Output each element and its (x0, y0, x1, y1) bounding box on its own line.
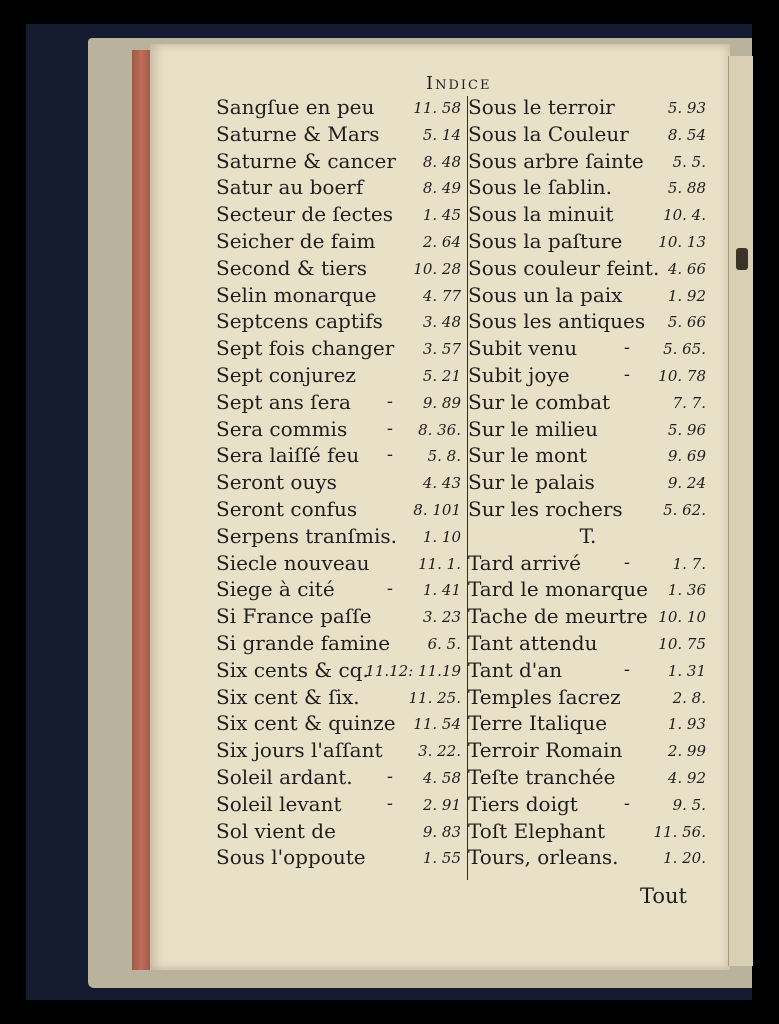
entry-reference: 10. 4. (663, 206, 706, 225)
entry-term: Satur au boerf (216, 175, 364, 200)
entry-term: Secteur de ſectes (216, 202, 393, 227)
entry-reference: 3. 48 (422, 313, 461, 332)
entry-term: Subit venu (468, 336, 578, 361)
entry-term: Septcens captifs (216, 309, 383, 334)
entry-term: Tard le monarque (468, 577, 648, 602)
index-entry (216, 362, 463, 389)
index-entry (216, 335, 463, 362)
index-entry (216, 764, 463, 791)
binding-thread-mark (736, 248, 748, 270)
entry-term: Si grande famine (216, 630, 391, 655)
entry-reference: 5. 66 (667, 313, 706, 332)
index-entry (468, 416, 708, 443)
entry-term: Tard arrivé (468, 550, 582, 575)
entry-reference: 4. 66 (667, 259, 706, 278)
entry-reference: 1. 10 (422, 527, 461, 546)
entry-term: Toſt Elephant (468, 818, 605, 843)
entry-term: Sur le mont (468, 443, 588, 468)
entry-reference: 10. 75 (658, 634, 706, 653)
entry-term: Sous le terroir (468, 95, 615, 119)
entry-term: Subit joye (468, 362, 570, 387)
index-entry (216, 121, 463, 148)
index-entry (216, 442, 463, 469)
entry-reference: 10. 13 (658, 232, 706, 251)
index-entry (216, 603, 463, 630)
letter-heading: T. (579, 523, 597, 548)
index-entry (216, 496, 463, 523)
index-entry (468, 764, 708, 791)
entry-term: Tache de meurtre (468, 604, 648, 629)
entry-term: Sous un la paix (468, 282, 623, 307)
entry-term: Tant d'an (468, 657, 563, 682)
index-entry (468, 818, 708, 845)
entry-term: Sous la Couleur (468, 121, 629, 146)
entry-term: Sous les antiques (468, 309, 646, 334)
entry-term: Tiers doigt (468, 791, 578, 816)
entry-reference: 3. 22. (418, 742, 461, 761)
index-entry (216, 416, 463, 443)
entry-term: Six jours l'aſſant (216, 738, 383, 763)
entry-reference: 2. 64 (422, 232, 461, 251)
index-entry (468, 657, 708, 684)
entry-reference: 5. 96 (667, 420, 706, 439)
entry-reference: 5. 62. (663, 500, 706, 519)
index-entry (468, 228, 708, 255)
entry-reference: 2. 8. (672, 688, 706, 707)
entry-reference: 8. 101 (413, 500, 461, 519)
entry-reference: 5. 14 (422, 125, 461, 144)
entry-term: Sangſue en peu (216, 95, 375, 119)
entry-reference: 11. 56. (653, 822, 706, 841)
index-entry (216, 469, 463, 496)
index-entry (468, 737, 708, 764)
entry-term: Seront ouys (216, 470, 337, 495)
entry-reference: 8. 54 (667, 125, 706, 144)
index-entry (468, 791, 708, 818)
entry-term: Soleil ardant. (216, 764, 353, 789)
entry-reference: 9. 89 (422, 393, 461, 412)
entry-reference: 5. 5. (672, 152, 706, 171)
index-entry (216, 710, 463, 737)
index-entry (468, 576, 708, 603)
index-entry (468, 844, 708, 871)
entry-term: Tant attendu (468, 630, 598, 655)
entry-term: Sept fois changer (216, 336, 395, 361)
entry-dash: - (623, 792, 630, 814)
index-entry (468, 201, 708, 228)
entry-term: Siecle nouveau (216, 550, 370, 575)
index-entry (216, 148, 463, 175)
index-entry (468, 603, 708, 630)
entry-term: Serpens tranſmis. (216, 523, 398, 548)
index-column-left (216, 94, 463, 871)
entry-reference: 8. 36. (418, 420, 461, 439)
entry-dash: - (386, 390, 393, 412)
entry-reference: 5. 21 (422, 366, 461, 385)
entry-dash: - (623, 551, 630, 573)
entry-reference: 5. 93 (667, 99, 706, 117)
entry-term: Sol vient de (216, 818, 336, 843)
catchword: Tout (640, 884, 687, 908)
index-entry (468, 496, 708, 523)
entry-term: Temples ſacrez (468, 684, 621, 709)
index-entry (216, 201, 463, 228)
entry-term: Tours, orleans. (468, 845, 619, 870)
index-entry (216, 818, 463, 845)
entry-term: Sept ans ſera (216, 389, 351, 414)
facing-page-edge (728, 56, 753, 966)
entry-term: Selin monarque (216, 282, 377, 307)
entry-reference: 11. 58 (413, 99, 461, 117)
entry-reference: 10. 28 (413, 259, 461, 278)
entry-term: Sous arbre ſainte (468, 148, 644, 173)
index-entry (468, 684, 708, 711)
index-entry (468, 94, 708, 121)
entry-term: Teſte tranchée (468, 764, 616, 789)
entry-dash: - (386, 417, 393, 439)
index-entry (216, 94, 463, 121)
entry-term: Six cent & quinze (216, 711, 396, 736)
entry-term: Sera commis (216, 416, 348, 441)
entry-term: Six cents & cq. (216, 657, 369, 682)
entry-reference: 11. 1. (418, 554, 461, 573)
entry-dash: - (386, 578, 393, 600)
entry-term: Sous couleur feint. (468, 255, 660, 280)
entry-term: Seicher de faim (216, 228, 376, 253)
entry-dash: - (386, 792, 393, 814)
entry-reference: 2. 91 (422, 795, 461, 814)
index-entry (216, 282, 463, 309)
entry-reference: 8. 48 (422, 152, 461, 171)
entry-reference: 7. 7. (672, 393, 706, 412)
index-entry (468, 174, 708, 201)
entry-term: Soleil levant (216, 791, 342, 816)
entry-reference: 10. 10 (658, 608, 706, 627)
index-entry (468, 442, 708, 469)
entry-reference: 9. 83 (422, 822, 461, 841)
entry-dash: - (623, 363, 630, 385)
entry-reference: 4. 43 (422, 474, 461, 493)
entry-term: Sur le palais (468, 470, 595, 495)
entry-reference: 1. 20. (663, 849, 706, 868)
entry-reference: 9. 69 (667, 447, 706, 466)
entry-reference: 5. 65. (663, 340, 706, 359)
entry-term: Sous la paſture (468, 228, 623, 253)
entry-reference: 1. 93 (667, 715, 706, 734)
entry-reference: 3. 23 (422, 608, 461, 627)
entry-term: Sera laiſſé feu (216, 443, 360, 468)
index-entry (468, 308, 708, 335)
entry-dash: - (386, 444, 393, 466)
running-header: Indice (426, 73, 492, 94)
index-entry (216, 255, 463, 282)
entry-term: Seront confus (216, 496, 358, 521)
entry-reference: 11.12: 11.19 (365, 661, 461, 680)
entry-term: Terre Italique (468, 711, 608, 736)
index-entry (216, 657, 463, 684)
entry-reference: 6. 5. (427, 634, 461, 653)
entry-term: Terroir Romain (468, 738, 623, 763)
entry-term: Saturne & Mars (216, 121, 380, 146)
index-entry (468, 362, 708, 389)
index-entry (468, 121, 708, 148)
entry-reference: 1. 45 (422, 206, 461, 225)
index-entry (468, 389, 708, 416)
entry-term: Sous le ſablin. (468, 175, 612, 200)
entry-reference: 10. 78 (658, 366, 706, 385)
entry-reference: 9. 24 (667, 474, 706, 493)
entry-term: Sept conjurez (216, 362, 356, 387)
entry-term: Saturne & cancer (216, 148, 396, 173)
entry-reference: 4. 58 (422, 768, 461, 787)
entry-term: Second & tiers (216, 255, 368, 280)
index-entry (468, 282, 708, 309)
index-entry (216, 174, 463, 201)
index-entry (468, 335, 708, 362)
entry-term: Sous l'oppoute (216, 845, 366, 870)
index-entry (216, 737, 463, 764)
entry-reference: 4. 92 (667, 768, 706, 787)
entry-reference: 5. 8. (427, 447, 461, 466)
entry-dash: - (386, 765, 393, 787)
index-entry (216, 228, 463, 255)
entry-dash: - (623, 658, 630, 680)
entry-term: Six cent & ſix. (216, 684, 360, 709)
index-entry (468, 255, 708, 282)
index-entry (216, 684, 463, 711)
entry-reference: 1. 36 (667, 581, 706, 600)
entry-term: Sur le combat (468, 389, 611, 414)
index-entry (216, 576, 463, 603)
entry-dash: - (623, 337, 630, 359)
index-entry (216, 308, 463, 335)
entry-term: Sur le milieu (468, 416, 598, 441)
entry-term: Sur les rochers (468, 496, 623, 521)
entry-reference: 1. 7. (672, 554, 706, 573)
entry-reference: 1. 55 (422, 849, 461, 868)
entry-reference: 1. 41 (422, 581, 461, 600)
entry-reference: 9. 5. (672, 795, 706, 814)
entry-reference: 5. 88 (667, 179, 706, 198)
entry-reference: 1. 31 (667, 661, 706, 680)
index-entry (216, 791, 463, 818)
index-entry (468, 550, 708, 577)
index-entry (468, 630, 708, 657)
index-entry (216, 523, 463, 550)
index-entry (216, 630, 463, 657)
entry-term: Si France paſſe (216, 604, 372, 629)
entry-term: Sous la minuit (468, 202, 614, 227)
entry-reference: 4. 77 (422, 286, 461, 305)
index-entry (216, 389, 463, 416)
entry-reference: 1. 92 (667, 286, 706, 305)
entry-reference: 2. 99 (667, 742, 706, 761)
entry-reference: 11. 54 (413, 715, 461, 734)
entry-reference: 11. 25. (408, 688, 461, 707)
index-entry (468, 710, 708, 737)
index-entry (216, 844, 463, 871)
index-column-right (468, 94, 708, 871)
entry-term: Siege à cité (216, 577, 335, 602)
index-entry (468, 469, 708, 496)
entry-reference: 3. 57 (422, 340, 461, 359)
entry-reference: 8. 49 (422, 179, 461, 198)
index-entry (468, 148, 708, 175)
index-entry (216, 550, 463, 577)
